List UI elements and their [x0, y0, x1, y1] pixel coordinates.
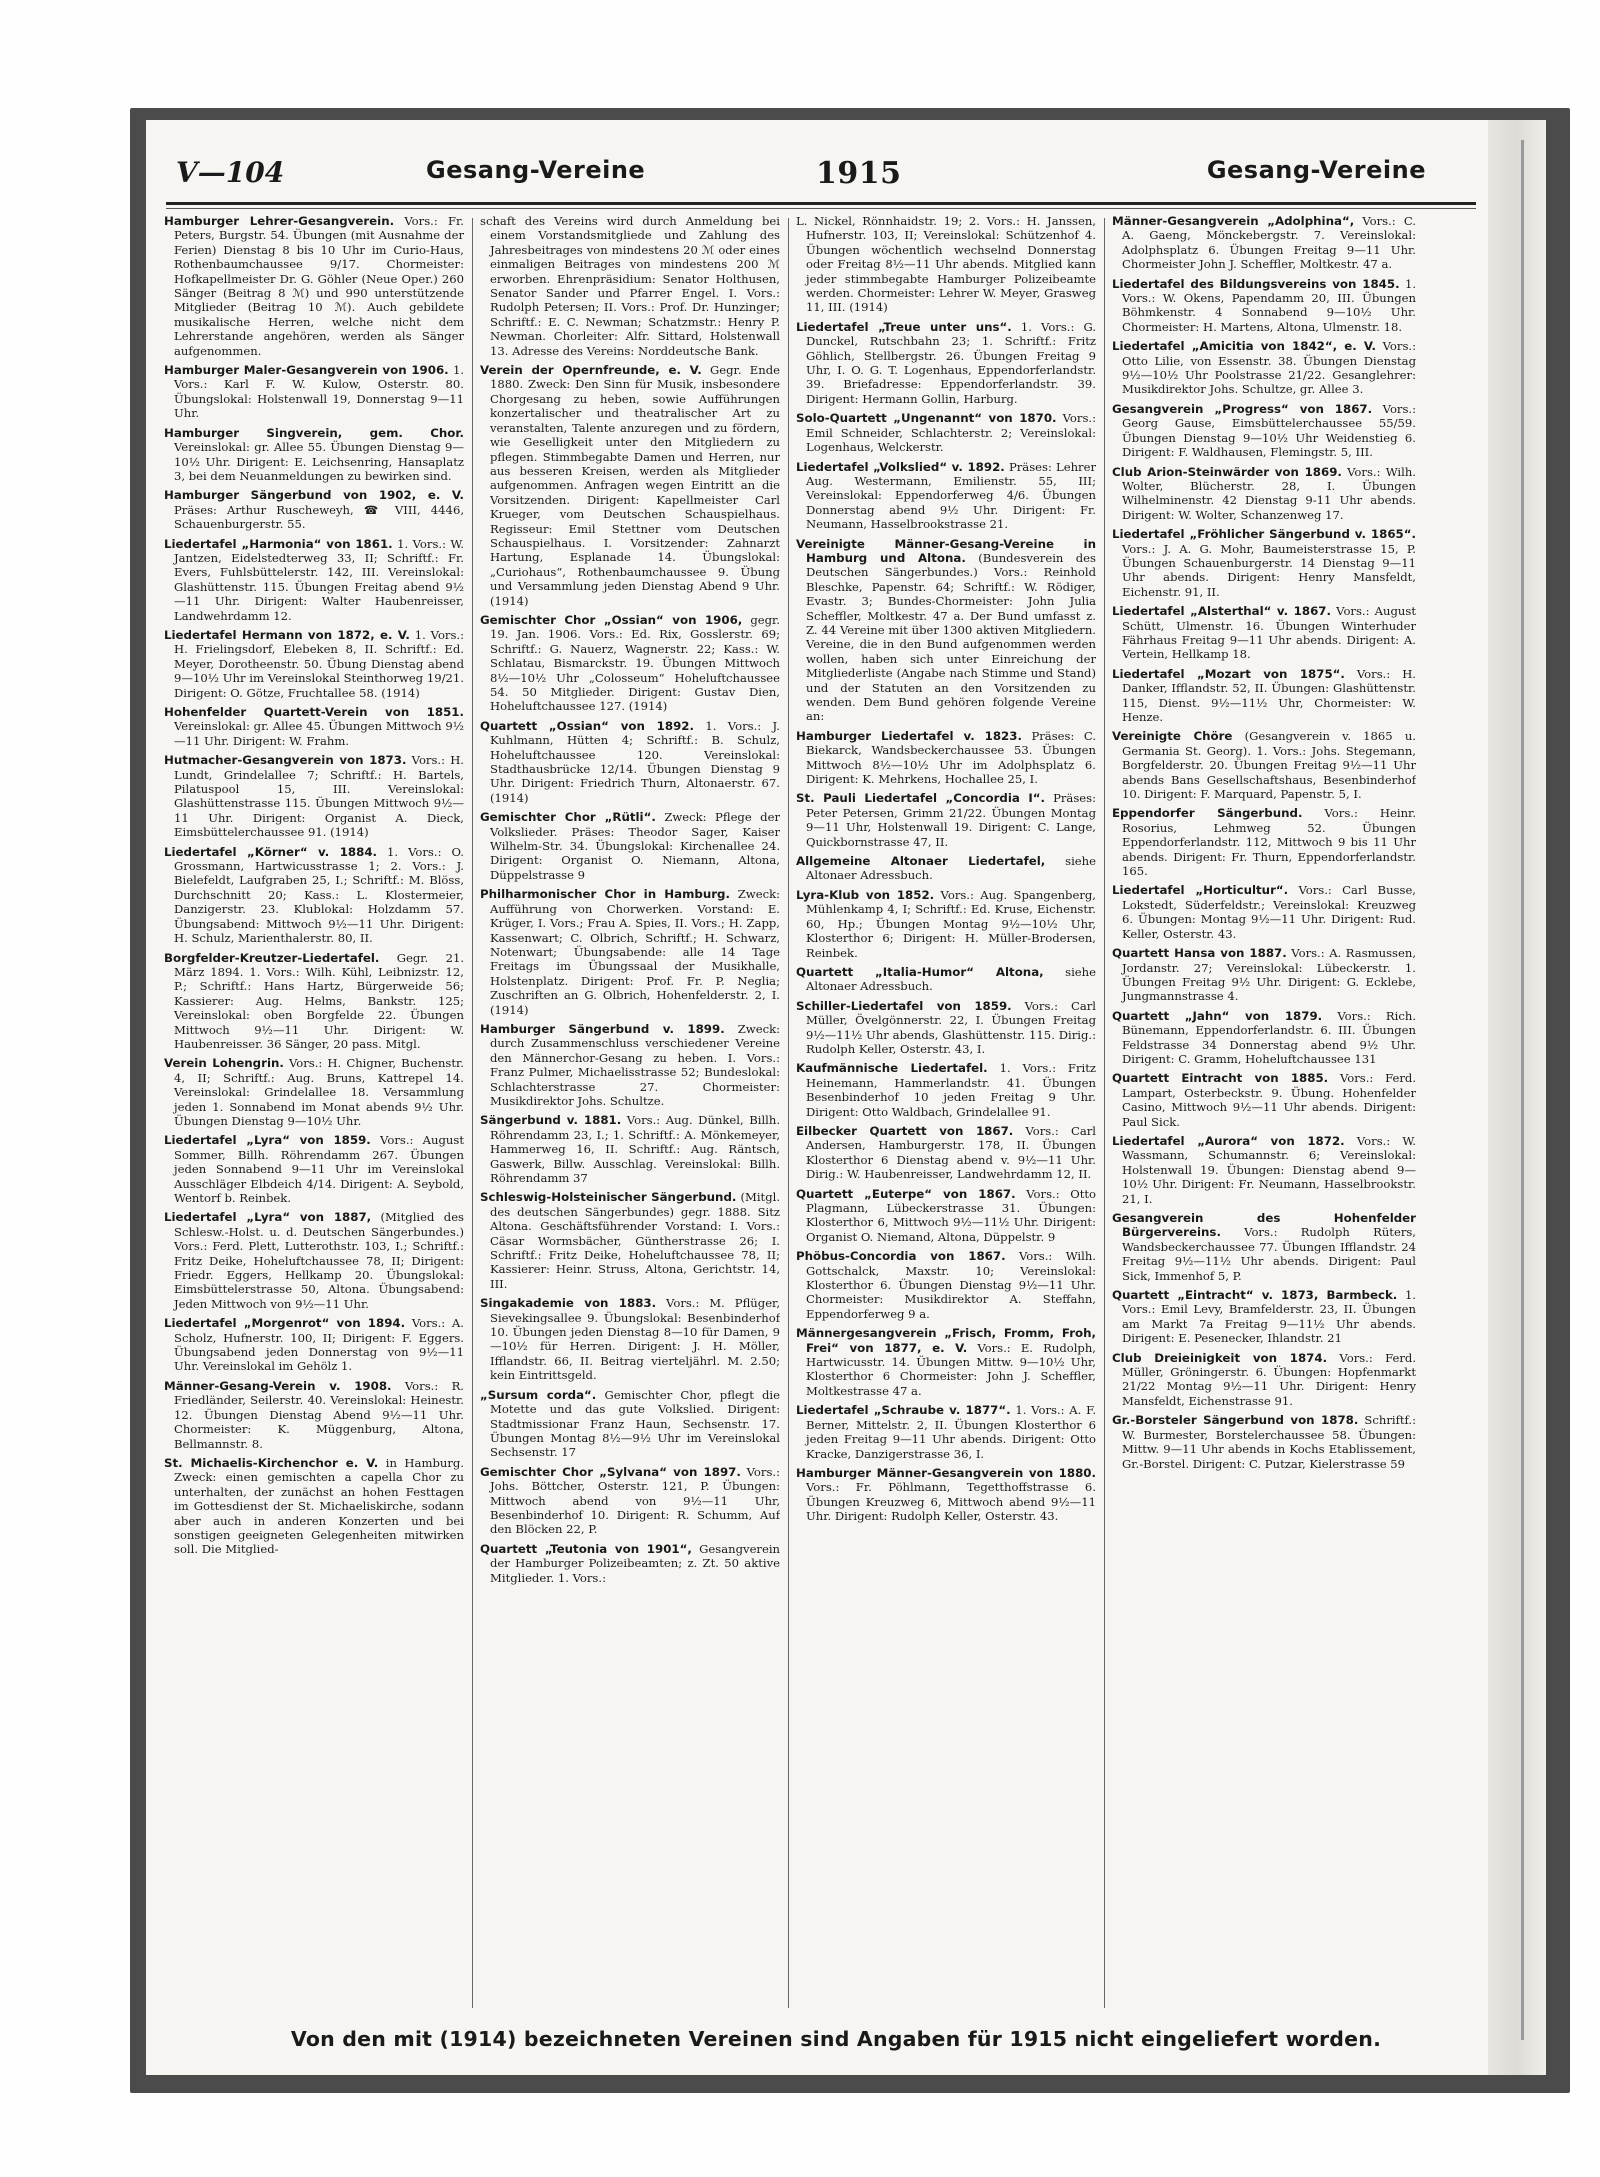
- entry-name: Quartett „Euterpe“ von 1867.: [796, 1186, 1016, 1201]
- footer-note: Von den mit (1914) bezeichneten Vereinen sind Angaben für 1915 nicht eingeliefert worden.: [290, 2027, 1382, 2051]
- entry-name: Gesangverein „Progress“ von 1867.: [1112, 401, 1373, 416]
- entry-text: Vors.: August Schütt, Ulmenstr. 16. Übungen Winterhuder Fährhaus Freitag 9—11 Uhr abends. Dirigent: A. Vertein, Hellkamp 18.: [1122, 604, 1416, 662]
- entry-name: Liedertafel „Fröhlicher Sängerbund v. 1865“.: [1112, 527, 1416, 542]
- directory-entry: [1112, 277, 1416, 335]
- directory-entry: [480, 363, 780, 608]
- directory-entry: [1112, 214, 1416, 272]
- entry-text: Vors.: Wilh. Gottschalck, Maxstr. 10; Vereinslokal: Klosterthor 6. Übungen Dienstag 9½—11 Uhr. Chormeister: Musikdirektor A. Steffahn, Eppendorferweg 9 a.: [806, 1249, 1096, 1321]
- entry-name: Hamburger Maler-Gesangverein von 1906.: [164, 363, 449, 378]
- entry-text: Vors.: Rich. Bünemann, Eppendorferlandstr. 6. III. Übungen Feldstrasse 34 Donnerstag abend 9½ Uhr. Dirigent: C. Gramm, Hoheluftchaussee 131: [1122, 1008, 1416, 1066]
- entry-text: Vors.: Rudolph Rüters, Wandsbeckerchaussee 77. Übungen Ifflandstr. 24 Freitag 9½—11½ Uhr abends. Dirigent: Paul Sick, Immenhof 5, P.: [1122, 1225, 1416, 1283]
- entry-name: Quartett „Italia-Humor“ Altona,: [796, 964, 1044, 979]
- entry-text: schaft des Vereins wird durch Anmeldung bei einem Vorstandsmitgliede und Zahlung des Jahresbeitrages von mindestens 20 ℳ oder eines einmaligen Beitrages von mindestens 200 ℳ erworben. Ehrenpräsidium: Senator Holthusen, Senator Sander und Pfarrer Engel. I. Vors.: Rudolph Petersen; II. Vors.: Prof. Dr. Hunzinger; Schriftf.: E. C. Newman; Schatzmstr.: Henry P. Newman. Chorleiter: Alfr. Sittard, Holstenwall 13. Adresse des Vereins: Norddeutsche Bank.: [480, 214, 780, 358]
- directory-entry: [1112, 667, 1416, 725]
- entry-text: Präses: Peter Petersen, Grimm 21/22. Übungen Montag 9—11 Uhr, Holstenwall 19. Dirigent: C. Lange, Quickbornstrasse 47, II.: [806, 791, 1096, 849]
- entry-text: Vors.: Aug. Spangenberg, Mühlenkamp 4, I; Schriftf.: Ed. Kruse, Eichenstr. 60, Hp.; Übungen Montag 9½—10½ Uhr, Klosterthor 6; Dirigent: H. Müller-Brodersen, Reinbek.: [806, 887, 1096, 960]
- entry-text: gegr. 19. Jan. 1906. Vors.: Ed. Rix, Gosslerstr. 69; Schriftf.: G. Nauerz, Wagnerstr. 22; Kass.: W. Schlatau, Bismarckstr. 19. Übungen Mittwoch 8½—10½ Uhr „Colosseum“ Hoheluftchaussee 54. 50 Mitglieder. Dirigent: Gustav Dien, Hoheluftchaussee 127. (1914): [490, 612, 780, 714]
- directory-entry: [796, 965, 1096, 994]
- directory-entry: [796, 999, 1096, 1057]
- entry-text: Vors.: Fr. Peters, Burgstr. 54. Übungen (mit Ausnahme der Ferien) Dienstag 8 bis 10 Uhr im Curio-Haus, Rothenbaumchaussee 9/17. Chormeister: Hofkapellmeister Dr. G. Göhler (Neue Oper.) 260 Sänger (Beitrag 8 ℳ) und 990 unterstützende Mitglieder (Beitrag 10 ℳ). Auch gebildete musikalische Herren, welche nicht dem Lehrerstande angehören, werden als Sänger aufgenommen.: [174, 214, 464, 358]
- entry-text: Gesangverein der Hamburger Polizeibeamten; z. Zt. 50 aktive Mitglieder. 1. Vors.:: [490, 1541, 780, 1585]
- entry-text: Vors.: Emil Schneider, Schlachterstr. 2; Vereinslokal: Logenhaus, Welckerstr.: [806, 411, 1096, 455]
- entry-text: Vors.: Heinr. Rosorius, Lehmweg 52. Übungen Eppendorferlandstr. 112, Mittwoch 9 bis 11 Uhr abends. Dirigent: Fr. Thurn, Eppendorferlandstr. 165.: [1122, 806, 1416, 879]
- directory-entry: [796, 1187, 1096, 1245]
- entry-text: 1. Vors.: J. Kuhlmann, Hütten 4; Schriftf.: B. Schulz, Hoheluftchaussee 120. Vereinslokal: Stadthausbrücke 12/14. Übungen Dienstag 9 Uhr. Dirigent: Friedrich Thurn, Altonaerstr. 67. (1914): [490, 718, 780, 805]
- entry-text: Zweck: durch Zusammenschluss verschiedener Vereine den Männerchor-Gesang zu heben. I. Vors.: Franz Pulmer, Michaelisstrasse 52; Bundeslokal: Schlachterstrasse 27. Chormeister: Musikdirektor Johs. Schultze.: [490, 1021, 780, 1108]
- entry-text: Vors.: W. Wassmann, Schumannstr. 6; Vereinslokal: Holstenwall 19. Übungen: Dienstag abend 9—10½ Uhr. Dirigent: Fr. Neumann, Hasselbrookstr. 21, I.: [1122, 1133, 1416, 1206]
- entry-name: Quartett „Ossian“ von 1892.: [480, 718, 694, 733]
- entry-name: Liedertafel „Alsterthal“ v. 1867.: [1112, 604, 1331, 619]
- entry-name: Hamburger Sängerbund v. 1899.: [480, 1021, 725, 1036]
- entry-text: Zweck: Aufführung von Chorwerken. Vorstand: E. Krüger, I. Vors.; Frau A. Spies, II. Vors.; H. Zapp, Kassenwart; C. Olbrich, Schriftf.; H. Schwarz, Notenwart; Übungsabende: alle 14 Tage Freitags im Übungssaal der Musikhalle, Holstenplatz. Dirigent: Prof. Fr. P. Neglia; Zuschriften an G. Olbrich, Hohenfelderstr. 2, I. (1914): [490, 887, 780, 1017]
- entry-name: Liedertafel Hermann von 1872, e. V.: [164, 627, 410, 642]
- entry-name: Liedertafel des Bildungsvereins von 1845.: [1112, 276, 1400, 291]
- directory-entry: [796, 1124, 1096, 1182]
- entry-text: (Bundesverein des Deutschen Sängerbundes.) Vors.: Reinhold Bleschke, Papenstr. 64; Schriftf.: W. Rödiger, Evastr. 3; Bundes-Chormeister: John Julia Scheffler, Moltkestr. 47 a. Der Bund umfasst z. Z. 44 Vereine mit über 1300 aktiven Mitgliedern. Vereine, die in den Bund aufgenommen werden wollen, haben sich unter Einreichung der Mitgliederliste (Angabe nach Stimme und Stand) und der Statuten an den Vorsitzenden zu wenden. Dem Bund gehören folgende Vereine an:: [806, 550, 1096, 724]
- column-4: [1112, 214, 1416, 2022]
- entry-text: Vors.: C. A. Gaeng, Mönckebergstr. 7. Vereinslokal: Adolphsplatz 6. Übungen Freitag 9—11 Uhr. Chormeister John J. Scheffler, Moltkestr. 47 a.: [1122, 214, 1416, 272]
- entry-name: Verein der Opernfreunde, e. V.: [480, 363, 702, 378]
- entry-text: Präses: C. Biekarck, Wandsbeckerchaussee 53. Übungen Mittwoch 8½—10½ Uhr im Adolphsplatz 6. Dirigent: K. Mehrkens, Hochallee 25, I.: [806, 728, 1096, 787]
- directory-entry: [1112, 806, 1416, 878]
- directory-entry: [1112, 883, 1416, 941]
- directory-entry: [1112, 527, 1416, 599]
- entry-text: Vors.: E. Rudolph, Hartwicusstr. 14. Übungen Mittw. 9—10½ Uhr, Klosterthor 6 Chormeister: John J. Scheffler, Moltkestrasse 47 a.: [806, 1340, 1096, 1398]
- entry-text: siehe Altonaer Adressbuch.: [806, 854, 1096, 883]
- directory-entry: [796, 1466, 1096, 1524]
- entry-name: Philharmonischer Chor in Hamburg.: [480, 887, 730, 902]
- directory-entry: [164, 1210, 464, 1311]
- directory-entry: [1112, 1211, 1416, 1283]
- directory-entry: [796, 1249, 1096, 1321]
- entry-text: Vors.: Carl Müller, Övelgönnerstr. 22, I. Übungen Freitag 9½—11½ Uhr abends, Glashüttenstr. 115. Dirig.: Rudolph Keller, Osterstr. 43, I.: [806, 998, 1096, 1056]
- directory-entry: [796, 888, 1096, 960]
- entry-text: Vors.: Otto Lilie, von Essenstr. 38. Übungen Dienstag 9½—10½ Uhr Poolstrasse 21/22. Gesanglehrer: Musikdirektor Johs. Schultze, gr. Allee 3.: [1122, 339, 1416, 397]
- entry-text: Vors.: H. Lundt, Grindelallee 7; Schriftf.: H. Bartels, Pilatuspool 15, III. Vereinslokal: Glashüttenstrasse 115. Übungen Mittwoch 9½—11 Uhr. Dirigent: Organist A. Dieck, Eimsbüttelerchaussee 91. (1914): [174, 753, 464, 840]
- directory-entry: [480, 1022, 780, 1108]
- entry-name: „Sursum corda“.: [480, 1387, 597, 1402]
- directory-entry: [164, 488, 464, 531]
- entry-text: Gegr. Ende 1880. Zweck: Den Sinn für Musik, insbesondere Chorgesang zu heben, sowie Aufführungen konzertalischer und theatralischer Art zu veranstalten, Talente anzuregen und zu fördern, wie Geselligkeit unter den Mitgliedern zu pflegen. Stimmbegabte Damen und Herren, nur aus besseren Kreisen, werden als Mitglieder aufgenommen. Anfragen wegen Eintritt an die Vorsitzenden. Dirigent: Kapellmeister Carl Krueger, vom Deutschen Schauspielhaus. Regisseur: Emil Stettner vom Deutschen Schauspielhaus. I. Vorsitzender: Zahnarzt Hartung, Esplanade 14. Übungslokal: „Curiohaus“, Rothenbaumchaussee 9. Übung und Versammlung jeden Dienstag Abend 9 Uhr. (1914): [490, 363, 780, 608]
- directory-page: [146, 120, 1546, 2075]
- column-divider: [1104, 218, 1105, 2008]
- directory-entry: [1112, 1351, 1416, 1409]
- directory-entry: [480, 1465, 780, 1537]
- directory-entry: [480, 1388, 780, 1460]
- entry-name: Hamburger Lehrer-Gesangverein.: [164, 214, 395, 228]
- entry-text: Vors.: Aug. Dünkel, Billh. Röhrendamm 23, I.; 1. Schriftf.: A. Mönkemeyer, Hammerweg 16, II. Schriftf.: Aug. Räntsch, Gaswerk, Billw. Ausschlag. Vereinslokal: Billh. Röhrendamm 37: [490, 1113, 780, 1185]
- entry-text: L. Nickel, Rönnhaidstr. 19; 2. Vors.: H. Janssen, Hufnerstr. 103, II; Vereinslokal: Schützenhof 4. Übungen wöchentlich wechselnd Donnerstag oder Freitag 8½—11 Uhr abends. Mitglied kann jeder stimmbegabte Hamburger Polizeibeamte werden. Chormeister: Lehrer W. Meyer, Grasweg 11, III. (1914): [796, 214, 1096, 315]
- directory-entry: [1112, 946, 1416, 1004]
- directory-entry: [1112, 729, 1416, 801]
- entry-name: Männer-Gesang-Verein v. 1908.: [164, 1378, 392, 1393]
- entry-text: Vors.: Wilh. Wolter, Blücherstr. 28, I. Übungen Wilhelminenstr. 42 Dienstag 9-11 Uhr abends. Dirigent: W. Wolter, Schanzenweg 17.: [1122, 464, 1416, 522]
- entry-text: Vereinslokal: gr. Allee 45. Übungen Mittwoch 9½—11 Uhr. Dirigent: W. Frahm.: [174, 719, 464, 748]
- column-divider: [472, 218, 473, 2008]
- entry-text: Vors.: August Sommer, Billh. Röhrendamm 267. Übungen jeden Sonnabend 9—11 Uhr im Vereinslokal Ausschläger Elbdeich 4/14. Dirigent: A. Seybold, Wentorf b. Reinbek.: [174, 1133, 464, 1205]
- directory-entry: [480, 1190, 780, 1291]
- entry-text: 1. Vors.: W. Jantzen, Eidelstedterweg 33, II; Schriftf.: Fr. Evers, Fuhlsbüttelerstr. 142, III. Vereinslokal: Glashüttenstr. 115. Übungen Freitag abend 9½—11 Uhr. Dirigent: Walter Haubenreisser, Landwehrdamm 12.: [174, 536, 464, 623]
- directory-entry: [164, 214, 464, 358]
- entry-text: Gemischter Chor, pflegt die Motette und das gute Volkslied. Dirigent: Stadtmissionar Franz Haun, Sechsenstr. 17. Übungen Montag 8½—9½ Uhr im Vereinslokal Sechsenstr. 17: [490, 1387, 780, 1460]
- directory-entry: [1112, 402, 1416, 460]
- entry-name: Eppendorfer Sängerbund.: [1112, 806, 1303, 821]
- directory-entry: [796, 411, 1096, 454]
- entry-name: Hohenfelder Quartett-Verein von 1851.: [164, 705, 464, 719]
- entry-text: Vors.: Georg Gause, Eimsbüttelerchaussee 55/59. Übungen Dienstag 9—10½ Uhr Weidenstieg 6. Dirigent: F. Waldhausen, Flemingstr. 5, III.: [1122, 401, 1416, 460]
- directory-entry: [796, 791, 1096, 849]
- entry-name: Club Dreieinigkeit von 1874.: [1112, 1350, 1328, 1365]
- entry-text: Vors.: Carl Busse, Lokstedt, Süderfeldstr.; Vereinslokal: Kreuzweg 6. Übungen: Montag 9½—11 Uhr. Dirigent: Rud. Keller, Osterstr. 43.: [1122, 883, 1416, 941]
- entry-name: Allgemeine Altonaer Liedertafel,: [796, 854, 1046, 869]
- entry-name: Singakademie von 1883.: [480, 1296, 657, 1311]
- entry-name: Gesangverein des Hohenfelder Bürgervereins.: [1112, 1211, 1416, 1240]
- entry-name: Borgfelder-Kreutzer-Liedertafel.: [164, 950, 380, 965]
- entry-text: 1. Vors.: Karl F. W. Kulow, Osterstr. 80. Übungslokal: Holstenwall 19, Donnerstag 9—11 Uhr.: [174, 363, 464, 421]
- column-3: [796, 214, 1096, 2022]
- directory-entry: [796, 460, 1096, 532]
- directory-entry: [1112, 1071, 1416, 1129]
- entry-text: Vors.: Otto Plagmann, Lübeckerstrasse 31. Übungen: Klosterthor 6, Mittwoch 9½—11½ Uhr. Dirigent: Organist O. Niemand, Altona, Düppelstr. 9: [806, 1186, 1096, 1244]
- entry-text: (Mitgl. des deutschen Sängerbundes) gegr. 1888. Sitz Altona. Geschäftsführender Vorstand: I. Vors.: Cäsar Wormsbächer, Güntherstrasse 26; I. Schriftf.: Fritz Deike, Hoheluftchaussee 78, II; Kassierer: Heinr. Struss, Altona, Gerichtstr. 14, III.: [490, 1190, 780, 1291]
- entry-name: Verein Lohengrin.: [164, 1056, 284, 1071]
- header-rule-thin: [166, 208, 1476, 209]
- entry-name: Hamburger Sängerbund von 1902, e. V.: [164, 488, 464, 503]
- directory-entry: [796, 854, 1096, 883]
- column-2: [480, 214, 780, 2022]
- directory-entry: [164, 705, 464, 748]
- entry-name: Hamburger Liedertafel v. 1823.: [796, 728, 1022, 743]
- entry-name: Quartett „Eintracht“ v. 1873, Barmbeck.: [1112, 1288, 1398, 1303]
- entry-name: Schleswig-Holsteinischer Sängerbund.: [480, 1190, 737, 1205]
- entry-name: Gemischter Chor „Rütli“.: [480, 810, 656, 825]
- entry-name: Männergesangverein „Frisch, Fromm, Froh, Frei“ von 1877, e. V.: [796, 1326, 1096, 1355]
- entry-text: Vors.: R. Friedländer, Seilerstr. 40. Vereinslokal: Heinestr. 12. Übungen Dienstag Abend 9½—11 Uhr. Chormeister: K. Müggenburg, Altona, Bellmannstr. 8.: [174, 1378, 464, 1451]
- entry-text: (Mitglied des Schlesw.-Holst. u. d. Deutschen Sängerbundes.) Vors.: Ferd. Plett, Lutterothstr. 103, I.; Schriftf.: Fritz Deike, Hoheluftchaussee 78, II; Dirigent: Friedr. Eggers, Hellkamp 20. Übungslokal: Eimsbüttelerstrasse 50, Altona. Übungsabend: Jeden Mittwoch von 9½—11 Uhr.: [174, 1210, 464, 1311]
- entry-text: Vors.: A. Scholz, Hufnerstr. 100, II; Dirigent: F. Eggers. Übungsabend jeden Donnerstag von 9½—11 Uhr. Vereinslokal im Gehölz 1.: [174, 1316, 464, 1374]
- entry-text: Präses: Lehrer Aug. Westermann, Emilienstr. 55, III; Vereinslokal: Eppendorferweg 4/6. Übungen Donnerstag abend 9½ Uhr. Dirigent: Fr. Neumann, Hasselbrookstrasse 21.: [806, 459, 1096, 532]
- entry-name: Quartett „Jahn“ von 1879.: [1112, 1008, 1323, 1023]
- directory-entry: [164, 1456, 464, 1557]
- directory-entry: [1112, 1413, 1416, 1471]
- directory-entry: [164, 1056, 464, 1128]
- entry-text: (Gesangverein v. 1865 u. Germania St. Georg). 1. Vors.: Johs. Stegemann, Borgfelderstr. 20. Übungen Freitag 9½—11 Uhr abends Bans Gesellschaftshaus, Besenbinderhof 10. Dirigent: F. Marquard, Papenstr. 5, I.: [1122, 729, 1416, 802]
- entry-name: Lyra-Klub von 1852.: [796, 887, 935, 902]
- entry-name: Quartett Hansa von 1887.: [1112, 946, 1287, 961]
- page-header: [166, 148, 1466, 194]
- entry-text: Schriftf.: W. Burmester, Borstelerchaussee 58. Übungen: Mittw. 9—11 Uhr abends in Kochs Etablissement, Gr.-Borstel. Dirigent: C. Putzar, Kielerstrasse 59: [1122, 1413, 1416, 1471]
- entry-name: Hamburger Männer-Gesangverein von 1880.: [796, 1465, 1096, 1480]
- directory-entry: [164, 1133, 464, 1205]
- directory-entry: [164, 845, 464, 946]
- entry-name: Quartett Eintracht von 1885.: [1112, 1071, 1329, 1086]
- entry-name: Kaufmännische Liedertafel.: [796, 1061, 988, 1076]
- directory-entry: [164, 951, 464, 1052]
- directory-entry: [480, 1296, 780, 1382]
- entry-name: Liedertafel „Treue unter uns“.: [796, 319, 1012, 334]
- directory-entry: [164, 537, 464, 623]
- entry-text: Vors.: Ferd. Lampart, Osterbeckstr. 9. Übung. Hohenfelder Casino, Mittwoch 9½—11 Uhr abends. Dirigent: Paul Sick.: [1122, 1071, 1416, 1129]
- directory-entry: [164, 363, 464, 421]
- directory-entry: [164, 628, 464, 700]
- entry-name: Gr.-Borsteler Sängerbund von 1878.: [1112, 1413, 1359, 1428]
- entry-text: 1. Vors.: A. F. Berner, Mittelstr. 2, II. Übungen Klosterthor 6 jeden Freitag 9—11 Uhr abends. Dirigent: Otto Kracke, Danzigerstrasse 36, I.: [806, 1403, 1096, 1461]
- directory-entry: [1112, 339, 1416, 397]
- entry-name: Liedertafel „Mozart von 1875“.: [1112, 666, 1345, 681]
- entry-name: Vereinigte Männer-Gesang-Vereine in Hamburg und Altona.: [796, 536, 1096, 565]
- entry-text: 1. Vors.: Fritz Heinemann, Hammerlandstr. 41. Übungen Besenbinderhof 10 jeden Freitag 9 Uhr. Dirigent: Otto Waldbach, Grindelallee 91.: [806, 1061, 1096, 1119]
- entry-name: Liedertafel „Volkslied“ v. 1892.: [796, 459, 1005, 474]
- entry-name: Phöbus-Concordia von 1867.: [796, 1249, 1006, 1264]
- entry-text: Vors.: A. Rasmussen, Jordanstr. 27; Vereinslokal: Lübeckerstr. 1. Übungen Freitag 9½ Uhr. Dirigent: G. Ecklebe, Jungmannstrasse 4.: [1122, 946, 1416, 1004]
- entry-name: Gemischter Chor „Ossian“ von 1906,: [480, 612, 743, 627]
- directory-entry: [164, 1316, 464, 1374]
- entry-name: St. Pauli Liedertafel „Concordia I“.: [796, 791, 1045, 806]
- running-title-left: Gesang-Vereine: [426, 156, 646, 184]
- directory-entry: [796, 1403, 1096, 1461]
- running-title-right: Gesang-Vereine: [1206, 156, 1426, 184]
- entry-name: Liedertafel „Lyra“ von 1859.: [164, 1133, 371, 1148]
- directory-entry: [796, 1326, 1096, 1398]
- entry-text: Vors.: Ferd. Müller, Gröningerstr. 6. Übungen: Hopfenmarkt 21/22 Montag 9½—11 Uhr. Dirigent: Henry Mansfeldt, Eichenstrasse 91.: [1122, 1350, 1416, 1408]
- entry-text: Vereinslokal: gr. Allee 55. Übungen Dienstag 9—10½ Uhr. Dirigent: E. Leichsenring, Hansaplatz 3, bei dem Neuanmeldungen zu bewirken sind.: [174, 440, 464, 483]
- entry-text: Vors.: M. Pflüger, Sievekingsallee 9. Übungslokal: Besenbinderhof 10. Übungen jeden Dienstag 8—10 für Damen, 9—10½ für Herren. Dirigent: J. H. Möller, Ifflandstr. 66, II. Beitrag vierteljährl. M. 2.50; kein Eintrittsgeld.: [490, 1296, 780, 1383]
- entry-text: siehe Altonaer Adressbuch.: [806, 964, 1096, 994]
- directory-entry: [796, 537, 1096, 724]
- directory-entry: [480, 214, 780, 358]
- entry-name: Eilbecker Quartett von 1867.: [796, 1123, 1014, 1138]
- entry-name: Vereinigte Chöre: [1112, 729, 1233, 744]
- directory-entry: [796, 320, 1096, 406]
- entry-name: Liedertafel „Lyra“ von 1887,: [164, 1210, 372, 1225]
- entry-name: Club Arion-Steinwärder von 1869.: [1112, 464, 1342, 479]
- directory-entry: [164, 426, 464, 484]
- entry-name: Liedertafel „Amicitia von 1842“, e. V.: [1112, 339, 1376, 354]
- directory-entry: [480, 719, 780, 805]
- entry-text: 1. Vors.: W. Okens, Papendamm 20, III. Übungen Böhmkenstr. 4 Sonnabend 9—10½ Uhr. Chormeister: H. Martens, Altona, Ulmenstr. 18.: [1122, 276, 1416, 334]
- page-number: V—104: [176, 156, 285, 189]
- directory-entry: [796, 214, 1096, 315]
- entry-name: Schiller-Liedertafel von 1859.: [796, 998, 1012, 1013]
- entry-text: in Hamburg. Zweck: einen gemischten a capella Chor zu unterhalten, der zunächst an hohen Festtagen im Gottesdienst der St. Michaeliskirche, sodann aber auch in anderen Konzerten und bei sonstigen geeigneten Gelegenheiten mitwirken soll. Die Mitglied-: [174, 1455, 464, 1557]
- directory-entry: [480, 810, 780, 882]
- entry-name: Liedertafel „Körner“ v. 1884.: [164, 844, 378, 859]
- entry-name: Liedertafel „Aurora“ von 1872.: [1112, 1133, 1345, 1148]
- entry-text: 1. Vors.: Emil Levy, Bramfelderstr. 23, II. Übungen am Markt 7a Freitag 9—11½ Uhr abends. Dirigent: E. Pesenecker, Ihlandstr. 21: [1122, 1288, 1416, 1346]
- entry-name: Solo-Quartett „Ungenannt“ von 1870.: [796, 411, 1057, 426]
- entry-name: Quartett „Teutonia von 1901“,: [480, 1541, 692, 1556]
- entry-text: Vors.: Johs. Böttcher, Osterstr. 121, P. Übungen: Mittwoch abend von 9½—11 Uhr, Besenbinderhof 10. Dirigent: R. Schumm, Auf den Blöcken 22, P.: [490, 1464, 780, 1537]
- directory-entry: [480, 1542, 780, 1585]
- entry-name: Liedertafel „Harmonia“ von 1861.: [164, 536, 393, 551]
- entry-text: Vors.: Carl Andersen, Hamburgerstr. 178, II. Übungen Klosterthor 6 Dienstag abend v. 9½—11 Uhr. Dirig.: W. Haubenreisser, Landwehrdamm 12, II.: [806, 1123, 1096, 1182]
- binding-line: [1521, 140, 1524, 2040]
- entry-name: Sängerbund v. 1881.: [480, 1113, 622, 1128]
- entry-text: Vors.: H. Danker, Ifflandstr. 52, II. Übungen: Glashüttenstr. 115, Dienst. 9½—11½ Uhr, Chormeister: W. Henze.: [1122, 666, 1416, 724]
- directory-entry: [164, 1379, 464, 1451]
- entry-text: Vors.: J. A. G. Mohr, Baumeisterstrasse 15, P. Übungen Schauenburgerstr. 14 Dienstag 9—11 Uhr abends. Dirigent: Henry Mansfeldt, Eichenstr. 91, II.: [1122, 541, 1416, 599]
- entry-name: Liedertafel „Morgenrot“ von 1894.: [164, 1316, 406, 1331]
- directory-entry: [1112, 465, 1416, 523]
- entry-name: Hutmacher-Gesangverein von 1873.: [164, 753, 407, 768]
- entry-name: Männer-Gesangverein „Adolphina“,: [1112, 214, 1355, 228]
- directory-entry: [1112, 1288, 1416, 1346]
- directory-entry: [1112, 1134, 1416, 1206]
- directory-entry: [164, 753, 464, 839]
- entry-name: Hamburger Singverein, gem. Chor.: [164, 425, 464, 440]
- entry-name: Gemischter Chor „Sylvana“ von 1897.: [480, 1464, 741, 1479]
- entry-text: Gegr. 21. März 1894. 1. Vors.: Wilh. Kühl, Leibnizstr. 12, P.; Schriftf.: Hans Hartz, Bürgerweide 56; Kassierer: Aug. Helms, Bankstr. 125; Vereinslokal: oben Borgfelde 22. Übungen Mittwoch 9½—11 Uhr. Dirigent: W. Haubenreisser. 36 Sänger, 20 pass. Mitgl.: [174, 950, 464, 1051]
- directory-entry: [480, 1113, 780, 1185]
- entry-name: St. Michaelis-Kirchenchor e. V.: [164, 1455, 379, 1470]
- directory-entry: [480, 887, 780, 1017]
- directory-entry: [1112, 604, 1416, 662]
- directory-entry: [1112, 1009, 1416, 1067]
- binding-strip: [1488, 120, 1546, 2075]
- column-divider: [788, 218, 789, 2008]
- entry-text: 1. Vors.: G. Dunckel, Rutschbahn 23; 1. Schriftf.: Fritz Göhlich, Stellbergstr. 26. Übungen Freitag 9 Uhr, I. O. G. T. Logenhaus, Eppendorferlandstr. 39. Briefadresse: Eppendorferlandstr. 39. Dirigent: Hermann Gollin, Harburg.: [806, 319, 1096, 406]
- directory-entry: [796, 1061, 1096, 1119]
- header-rule: [166, 202, 1476, 205]
- year-label: 1915: [816, 156, 902, 191]
- entry-text: Vors.: H. Chigner, Buchenstr. 4, II; Schriftf.: Aug. Bruns, Kattrepel 14. Vereinslokal: Grindelallee 18. Versammlung jeden 1. Sonnabend im Monat abends 9½ Uhr. Übungen Dienstag 9—10½ Uhr.: [174, 1056, 464, 1128]
- entry-text: Präses: Arthur Ruscheweyh, ☎ VIII, 4446, Schauenburgerstr. 55.: [174, 502, 464, 532]
- directory-entry: [480, 613, 780, 714]
- entry-text: 1. Vors.: O. Grossmann, Hartwicusstrasse 1; 2. Vors.: J. Bielefeldt, Laufgraben 25, I.; Schriftf.: M. Blöss, Durchschnitt 20; Kass.: L. Klostermeier, Danzigerstr. 23. Klublokal: Holzdamm 57. Übungsabend: Mittwoch 9½—11 Uhr. Dirigent: H. Schulz, Marienthalerstr. 80, II.: [174, 844, 464, 946]
- entry-text: Zweck: Pflege der Volkslieder. Präses: Theodor Sager, Kaiser Wilhelm-Str. 34. Übungslokal: Kirchenallee 24. Dirigent: Organist O. Niemann, Altona, Düppelstrasse 9: [490, 810, 780, 882]
- directory-entry: [796, 729, 1096, 787]
- entry-text: 1. Vors.: H. Frielingsdorf, Elebeken 8, II. Schriftf.: Ed. Meyer, Dorotheenstr. 50. Übung Dienstag abend 9—10½ Uhr im Vereinslokal Steinthorweg 19/21. Dirigent: O. Götze, Fruchtallee 58. (1914): [174, 627, 464, 700]
- entry-text: Vors.: Fr. Pöhlmann, Tegetthoffstrasse 6. Übungen Kreuzweg 6, Mittwoch abend 9½—11 Uhr. Dirigent: Rudolph Keller, Osterstr. 43.: [806, 1480, 1096, 1524]
- entries-columns: [164, 214, 1466, 2022]
- entry-name: Liedertafel „Horticultur“.: [1112, 883, 1289, 898]
- entry-name: Liedertafel „Schraube v. 1877“.: [796, 1403, 1011, 1418]
- column-1: [164, 214, 464, 2022]
